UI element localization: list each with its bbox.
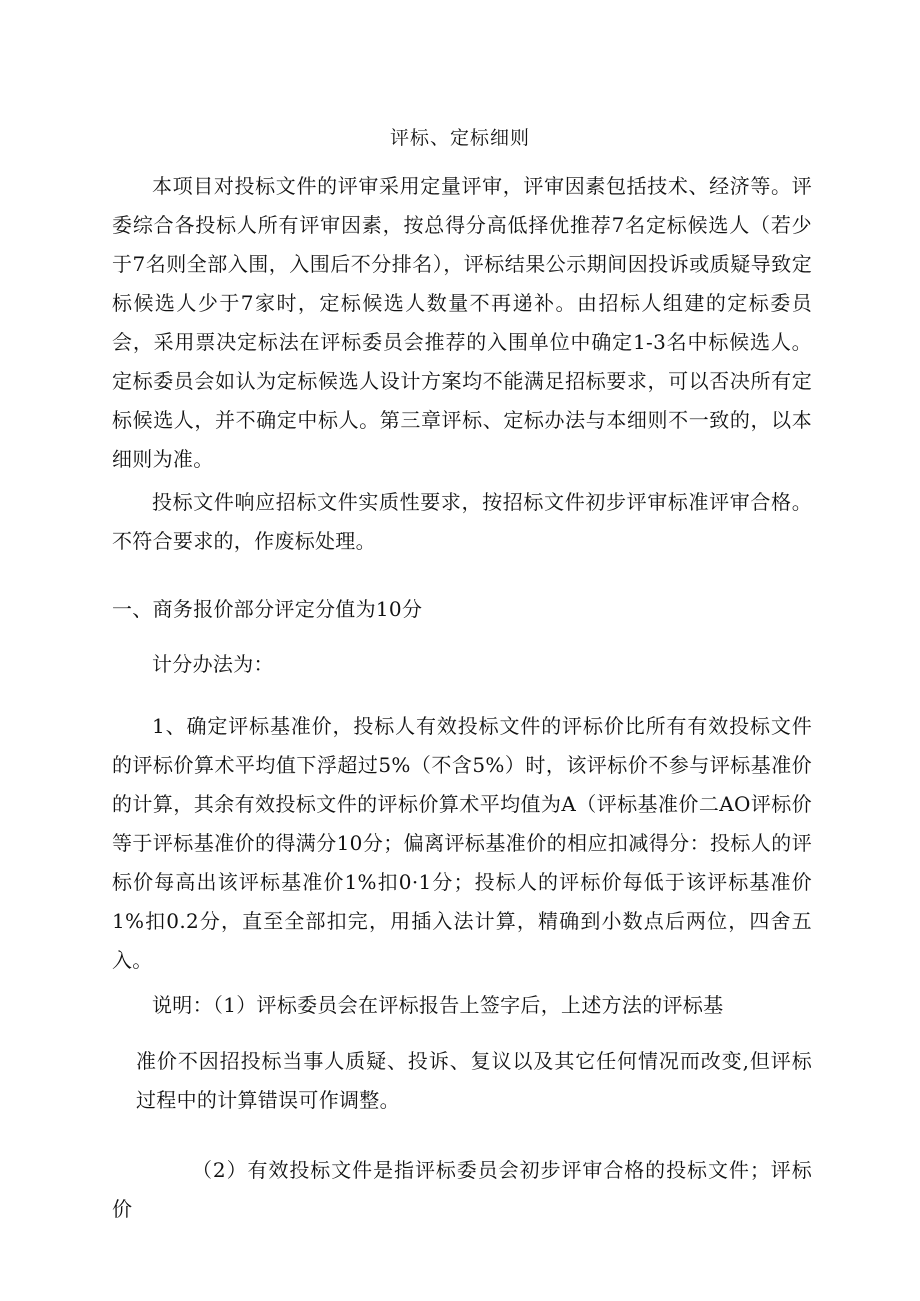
section-heading-commercial-price: 一、商务报价部分评定分值为10分 bbox=[112, 597, 423, 621]
paragraph-scoring-method-label: 计分办法为： bbox=[152, 652, 274, 676]
paragraph-benchmark-price: 1、确定评标基准价，投标人有效投标文件的评标价比所有有效投标文件的评标价算术平均值下浮超过5%（不含5%）时，该评标价不参与评标基准价的计算，其余有效投标文件的评标价算术平均值为A（评标基准价二AO评标价等于评标基准价的得满分10分；偏离评标基准价的相应扣减得分：投标人的评标价每高出该评标基准价1%扣0·1分；投标人的评标价每低于该评标基准价1%扣0.2分，直至全部扣完，用插入法计算，精确到小数点后两位，四舍五入。 bbox=[112, 714, 812, 972]
paragraph-evaluation-overview: 本项目对投标文件的评审采用定量评审，评审因素包括技术、经济等。评委综合各投标人所有评审因素，按总得分高低择优推荐7名定标候选人（若少于7名则全部入围，入围后不分排名），评标结果公示期间因投诉或质疑导致定标候选人少于7家时，定标候选人数量不再递补。由招标人组建的定标委员会，采用票决定标法在评标委员会推荐的入围单位中确定1-3名中标候选人。定标委员会如认为定标候选人设计方案均不能满足招标要求，可以否决所有定标候选人，并不确定中标人。第三章评标、定标办法与本细则不一致的，以本细则为准。 bbox=[112, 174, 812, 471]
paragraph-note-1-start: 说明：（1）评标委员会在评标报告上签字后，上述方法的评标基 bbox=[152, 993, 724, 1017]
paragraph-note-1-continued: 准价不因招投标当事人质疑、投诉、复议以及其它任何情况而改变,但评标过程中的计算错误可作调整。 bbox=[136, 1049, 812, 1112]
document-title: 评标、定标细则 bbox=[389, 127, 530, 149]
paragraph-note-2: （2）有效投标文件是指评标委员会初步评审合格的投标文件；评标价 bbox=[112, 1158, 812, 1221]
paragraph-qualification: 投标文件响应招标文件实质性要求，按招标文件初步评审标准评审合格。不符合要求的，作废标处理。 bbox=[112, 490, 812, 553]
